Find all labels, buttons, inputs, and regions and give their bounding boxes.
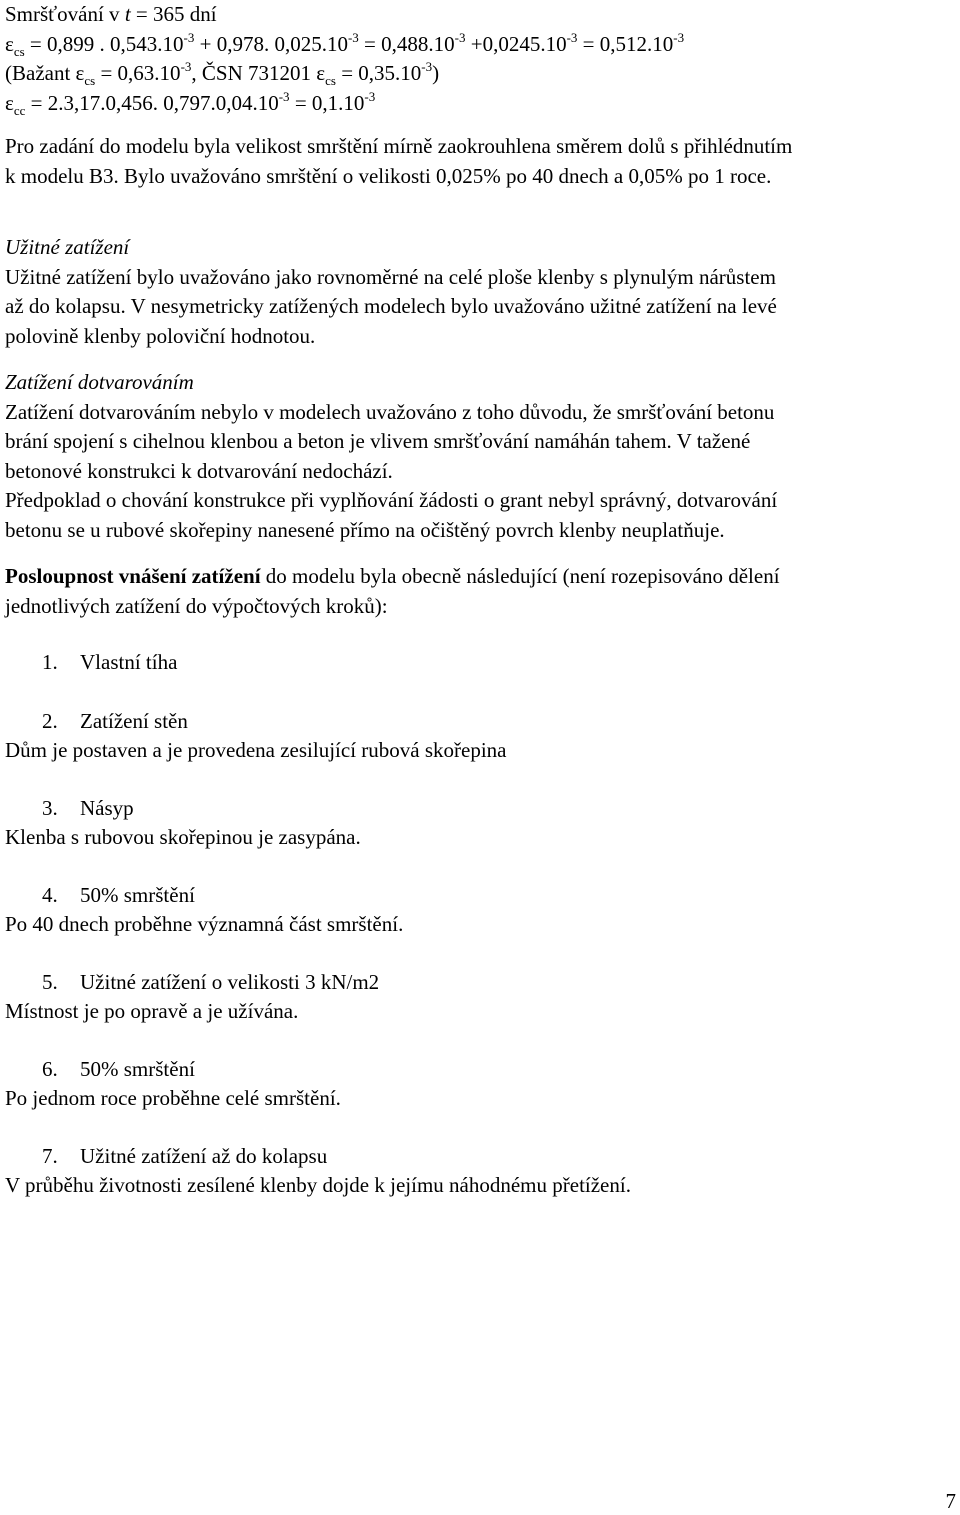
grouting-load-line: Předpoklad o chování konstrukce při vyplňování žádosti o grant nebyl správný, dotvarování bbox=[5, 488, 778, 512]
document-page bbox=[5, 0, 960, 1201]
shrinkage-formula-3: $\varepsilon_{cc} = 2.3,17.0,456$. $0,797.0,04.10^{-3} = 0,1.10^{-3}$ bbox=[5, 88, 376, 118]
step-item: 1. Vlastní tíha bbox=[42, 650, 178, 674]
step-item: 3. Násyp bbox=[42, 795, 134, 820]
shrinkage-paragraph-line: k modelu B3. Bylo uvažováno smrštění o velikosti 0,025% po 40 dnech a 0,05% po 1 roce. bbox=[5, 163, 772, 188]
grouting-load-line: betonové konstrukci k dotvarování nedochází. bbox=[5, 458, 393, 483]
grouting-load-line: betonu se u rubové skořepiny nanesené přímo na očištěný povrch klenby neuplatňuje. bbox=[5, 517, 725, 542]
step-note: Klenba s rubovou skořepinou je zasypána. bbox=[5, 825, 361, 849]
useful-load-heading: Užitné zatížení bbox=[5, 235, 130, 259]
step-note: V průběhu životnosti zesílené klenby dojde k jejímu náhodnému přetížení. bbox=[5, 1173, 631, 1197]
step-item: 2. Zatížení stěn bbox=[42, 708, 188, 733]
shrinkage-formula-2: (Bažant $\varepsilon_{cs} = 0,63.10^{-3}$, ČSN 731201 $\varepsilon_{cs} = 0,35.10^{-3}$) bbox=[5, 59, 440, 89]
grouting-load-heading: Zatížení dotvarováním bbox=[5, 370, 194, 394]
useful-load-line: polovině klenby poloviční hodnotou. bbox=[5, 323, 316, 348]
shrinkage-formula-1: $\varepsilon_{cs} = 0,899$ . $0,543.10^{-3} + 0,978$. $0,025.10^{-3} = 0,488.10^{-3} +0,0245.10^{-3} = 0,512.10^{-3}$ bbox=[5, 29, 685, 59]
grouting-load-line: Zatížení dotvarováním nebylo v modelech uvažováno z toho důvodu, že smršťování betonu bbox=[5, 399, 775, 424]
step-note: Po 40 dnech proběhne významná část smrštění. bbox=[5, 912, 404, 936]
page-number: 7 bbox=[945, 1489, 956, 1513]
sequence-intro-line-2: jednotlivých zatížení do výpočtových kroků): bbox=[5, 593, 388, 618]
grouting-load-line: brání spojení s cihelnou klenbou a beton je vlivem smršťování namáhán tahem. V tažené bbox=[5, 429, 751, 453]
step-item: 7. Užitné zatížení až do kolapsu bbox=[42, 1143, 328, 1168]
step-note: Místnost je po opravě a je užívána. bbox=[5, 999, 299, 1023]
useful-load-line: Užitné zatížení bylo uvažováno jako rovnoměrné na celé ploše klenby s plynulým nárůstem bbox=[5, 264, 776, 289]
shrinkage-paragraph-line: Pro zadání do modelu byla velikost smrštění mírně zaokrouhlena směrem dolů s přihlédnutím bbox=[5, 134, 793, 158]
step-note: Dům je postaven a je provedena zesilující rubová skořepina bbox=[5, 738, 507, 762]
step-item: 5. Užitné zatížení o velikosti 3 kN/m2 bbox=[42, 969, 380, 994]
step-note: Po jednom roce proběhne celé smrštění. bbox=[5, 1086, 341, 1110]
shrinkage-heading: Smršťování v t = 365 dní bbox=[5, 2, 217, 26]
useful-load-line: až do kolapsu. V nesymetricky zatížených modelech bylo uvažováno užitné zatížení na levé bbox=[5, 294, 777, 318]
step-item: 6. 50% smrštění bbox=[42, 1056, 195, 1081]
sequence-intro: Posloupnost vnášení zatížení do modelu byla obecně následující (není rozepisováno dělení bbox=[5, 564, 780, 588]
step-item: 4. 50% smrštění bbox=[42, 882, 195, 907]
